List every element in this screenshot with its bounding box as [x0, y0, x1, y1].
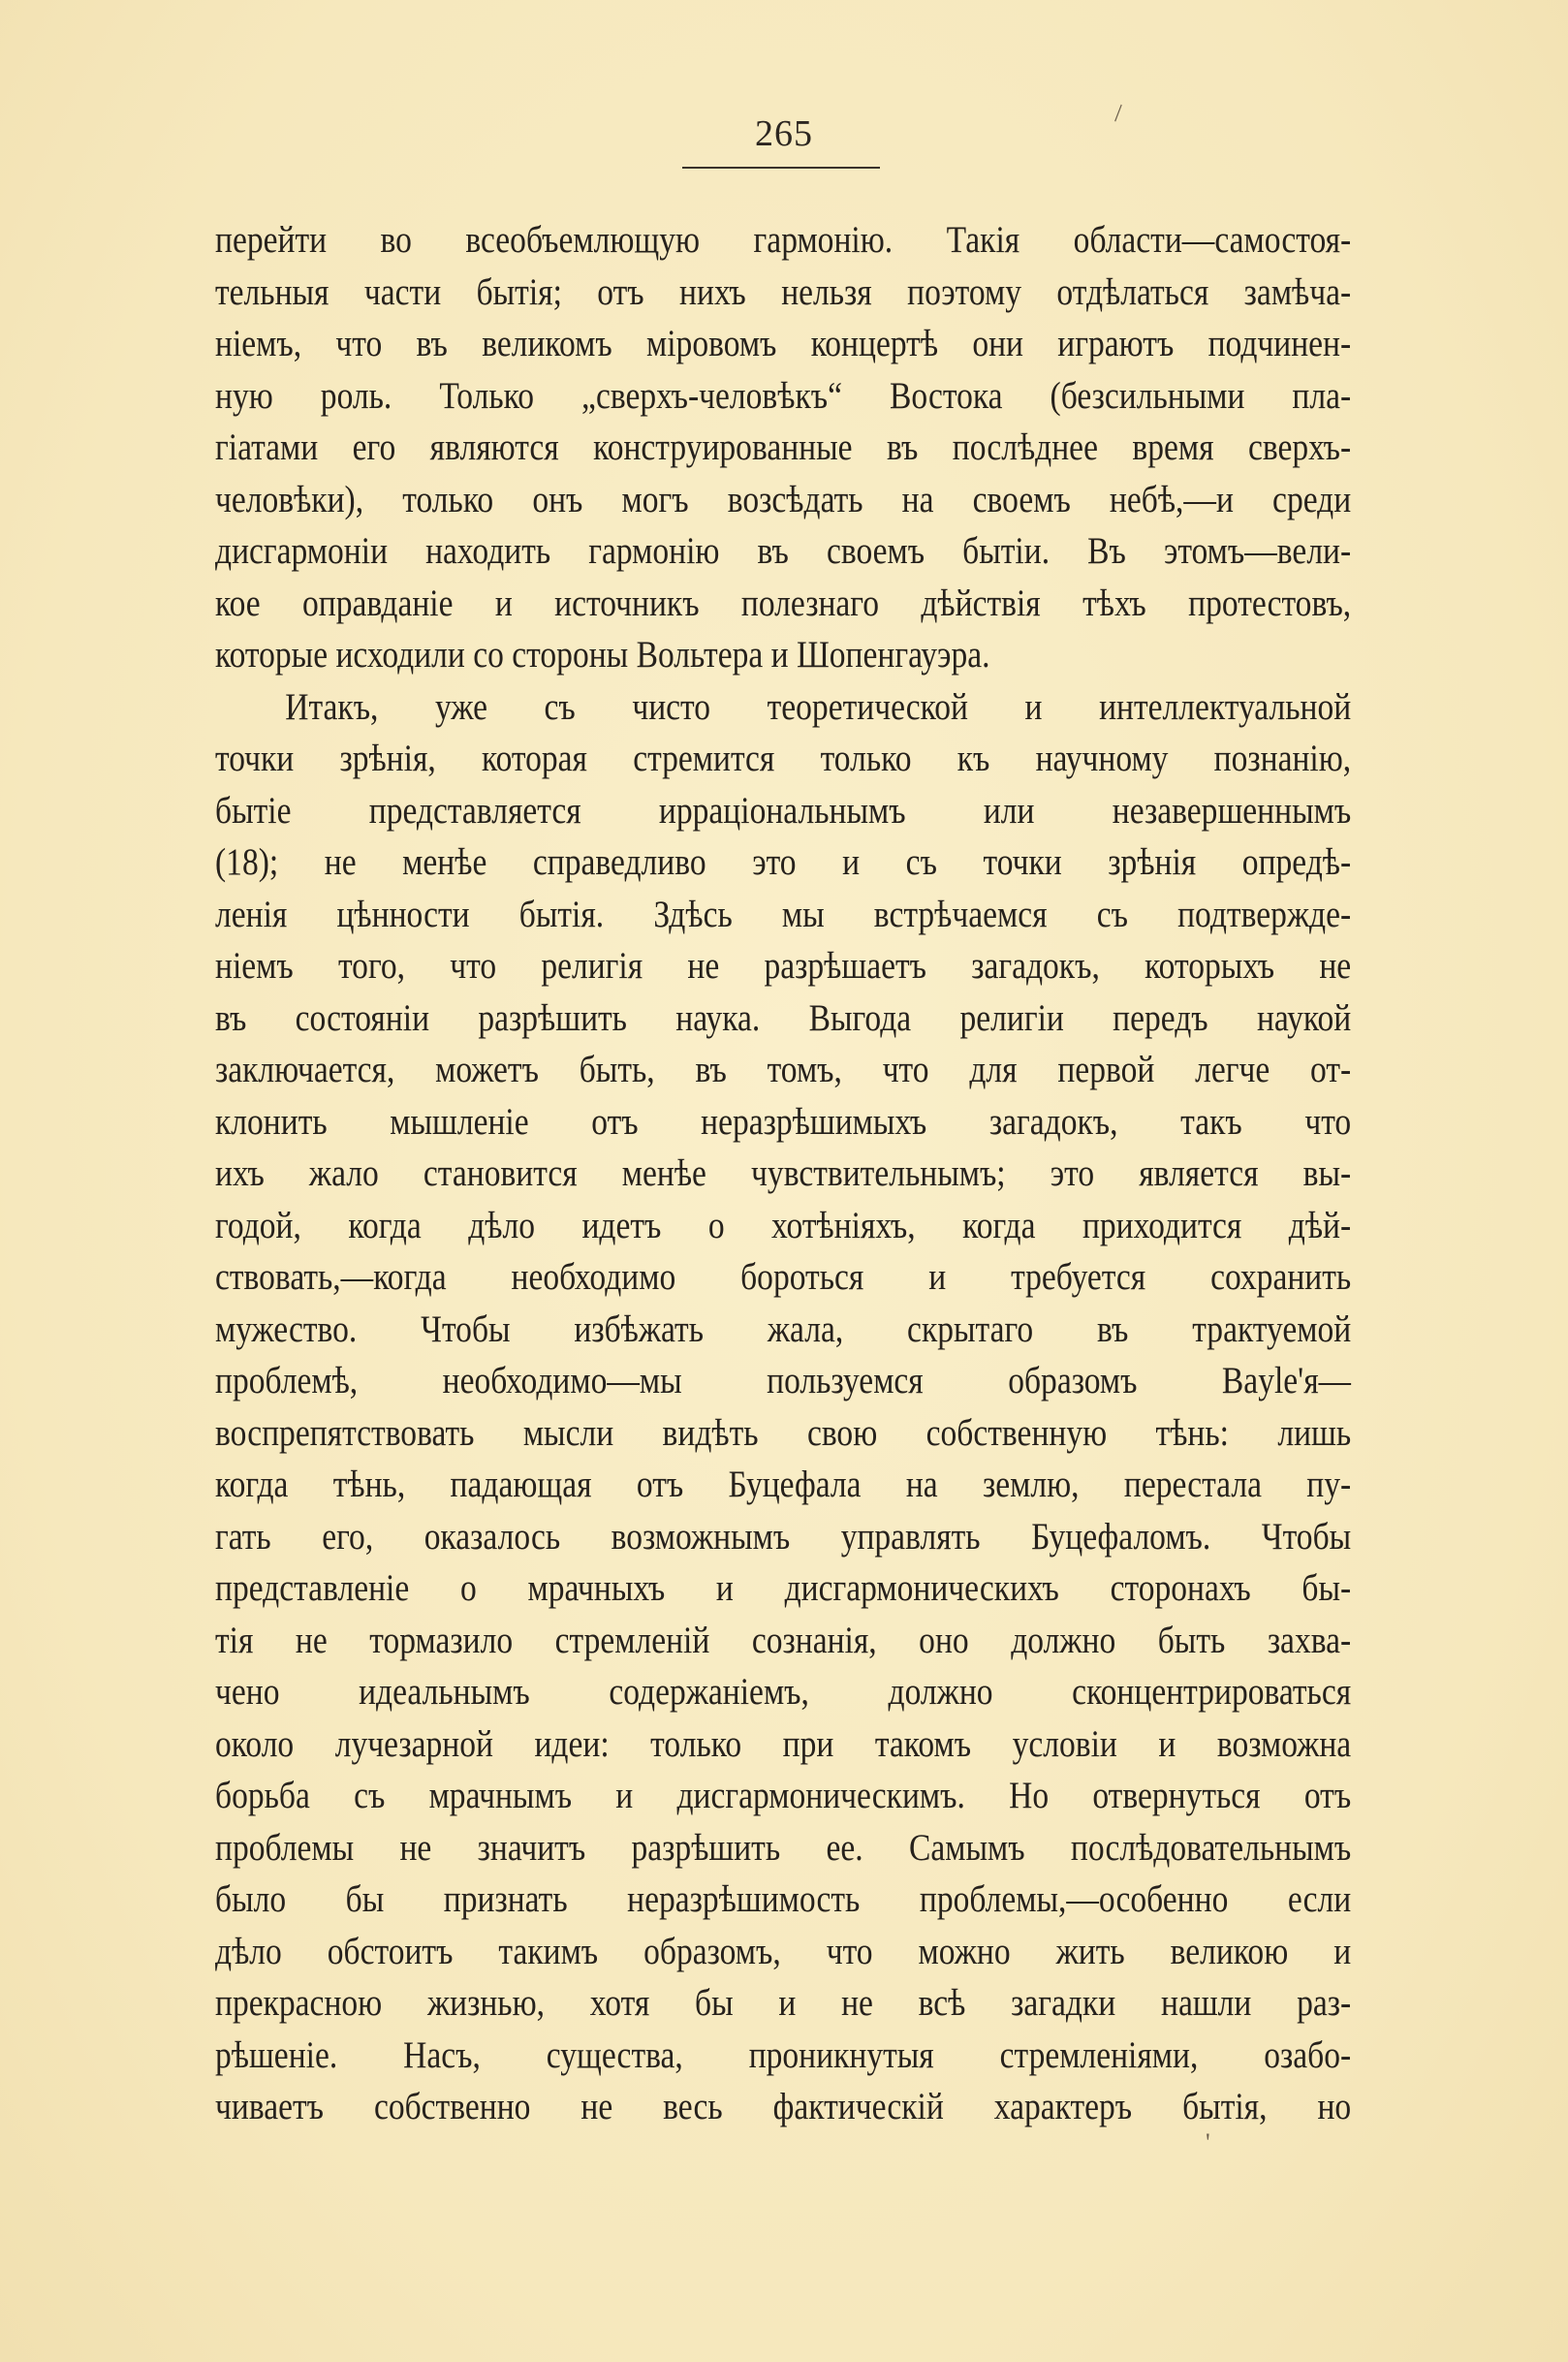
- text-line: прекрасною жизнью, хотя бы и не всѣ загадки нашли раз-: [215, 1982, 1352, 2024]
- text-line: около лучезарной идеи: только при такомъ условіи и возможна: [215, 1722, 1352, 1765]
- text-line: когда тѣнь, падающая отъ Буцефала на землю, перестала пу-: [215, 1464, 1352, 1505]
- text-line: рѣшеніе. Насъ, существа, проникнутыя стремленіями, озабо-: [215, 2033, 1352, 2076]
- paragraph: [215, 214, 1351, 681]
- text-line: человѣки), только онъ могъ возсѣдать на своемъ небѣ,—и среди: [215, 478, 1352, 520]
- text-line: гіатами его являются конструированные въ послѣднее время сверхъ-: [215, 426, 1352, 468]
- text-line: ствовать,—когда необходимо бороться и требуется сохранить: [215, 1256, 1352, 1298]
- text-line: проблемѣ, необходимо—мы пользуемся образомъ Bayle'я—: [215, 1360, 1352, 1401]
- text-line: перейти во всеобъемлющую гармонію. Такія области—самостоя-: [215, 219, 1352, 261]
- paragraph: [215, 681, 1351, 2133]
- text-line: ную роль. Только „сверхъ-человѣкъ“ Востока (безсильными пла-: [215, 374, 1352, 417]
- text-line: которые исходили со стороны Вольтера и Шопенгауэра.: [215, 634, 990, 676]
- text-line: заключается, можетъ быть, въ томъ, что для первой легче от-: [215, 1049, 1352, 1090]
- text-line: въ состояніи разрѣшить наука. Выгода религіи передъ наукой: [215, 996, 1352, 1039]
- text-line: ніемъ того, что религія не разрѣшаетъ загадокъ, которыхъ не: [215, 945, 1352, 987]
- text-line: тельныя части бытія; отъ нихъ нельзя поэтому отдѣлаться замѣча-: [215, 270, 1352, 313]
- text-line: кое оправданіе и источникъ полезнаго дѣйствія тѣхъ протестовъ,: [215, 582, 1352, 624]
- text-line: бытіе представляется ирраціональнымъ или незавершеннымъ: [215, 789, 1352, 832]
- text-line: чиваетъ собственно не весь фактическій характеръ бытія, но: [215, 2086, 1352, 2127]
- scan-mark: ': [1206, 2128, 1210, 2157]
- text-line: ніемъ, что въ великомъ міровомъ концертѣ они играютъ подчинен-: [215, 323, 1352, 364]
- text-line: воспрепятствовать мысли видѣть свою собственную тѣнь: лишь: [215, 1411, 1352, 1454]
- body-text: [215, 214, 1351, 2133]
- text-line: дѣло обстоитъ такимъ образомъ, что можно жить великою и: [215, 1930, 1352, 1972]
- page-number: 265: [755, 113, 813, 154]
- text-line: ихъ жало становится менѣе чувствительнымъ; это является вы-: [215, 1152, 1352, 1194]
- text-line: чено идеальнымъ содержаніемъ, должно сконцентрироваться: [215, 1671, 1352, 1713]
- text-line: ленія цѣнности бытія. Здѣсь мы встрѣчаемся съ подтвержде-: [215, 893, 1352, 935]
- header-rule: [682, 167, 880, 169]
- text-line: было бы признать неразрѣшимость проблемы,—особенно если: [215, 1878, 1352, 1920]
- text-line: клонить мышленіе отъ неразрѣшимыхъ загадокъ, такъ что: [215, 1100, 1352, 1143]
- text-line: дисгармоніи находить гармонію въ своемъ бытіи. Въ этомъ—вели-: [215, 530, 1352, 572]
- text-line: борьба съ мрачнымъ и дисгармоническимъ. Но отвернуться отъ: [215, 1775, 1352, 1816]
- text-line: (18); не менѣе справедливо это и съ точки зрѣнія опредѣ-: [215, 841, 1352, 883]
- text-line: точки зрѣнія, которая стремится только къ научному познанію,: [215, 738, 1352, 779]
- text-line: годой, когда дѣло идетъ о хотѣніяхъ, когда приходится дѣй-: [215, 1204, 1352, 1246]
- text-line: тія не тормазило стремленій сознанія, оно должно быть захва-: [215, 1619, 1352, 1661]
- text-line: гать его, оказалось возможнымъ управлять Буцефаломъ. Чтобы: [215, 1515, 1352, 1558]
- text-line: представленіе о мрачныхъ и дисгармоническихъ сторонахъ бы-: [215, 1567, 1352, 1609]
- scan-mark: \: [1106, 100, 1131, 127]
- text-line: проблемы не значитъ разрѣшить ее. Самымъ послѣдовательнымъ: [215, 1826, 1352, 1869]
- text-line: мужество. Чтобы избѣжать жала, скрытаго въ трактуемой: [215, 1307, 1352, 1350]
- text-line: Итакъ, уже съ чисто теоретической и интеллектуальной: [285, 685, 1352, 728]
